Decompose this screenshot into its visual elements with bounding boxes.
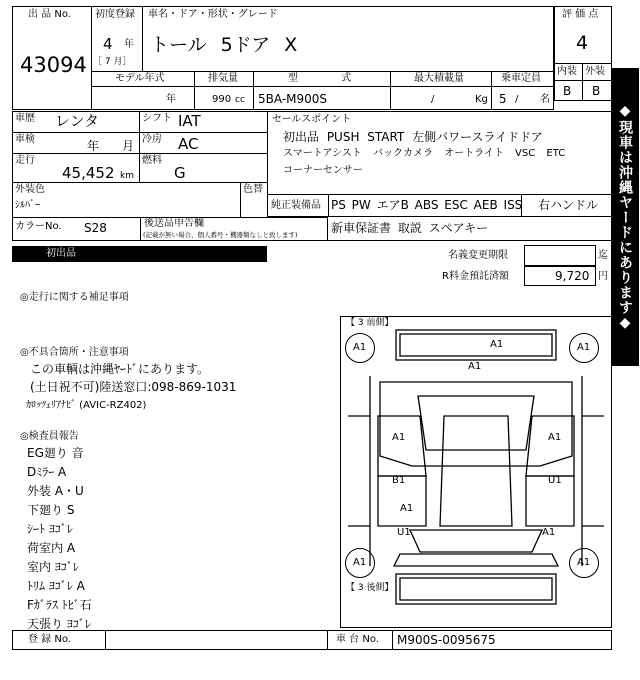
diagram-rear-label: 【 3 前側】 bbox=[346, 318, 394, 328]
sales-points-line1: 初出品 PUSH START 左側パワースライドドア bbox=[283, 130, 543, 144]
damage-mark: A1 bbox=[542, 527, 556, 538]
sales-points-line2: スマートアシスト バックカメラ オートライト VSC ETC bbox=[283, 148, 566, 159]
shift-label: シフト bbox=[142, 113, 172, 124]
capacity-label: 乗車定員 bbox=[501, 73, 541, 84]
ac-value: AC bbox=[178, 135, 199, 153]
reg-no-value-cell bbox=[105, 630, 328, 650]
color-no-label: カラーNo. bbox=[15, 221, 62, 232]
exterior-color-value: ｼﾙﾊﾞｰ bbox=[15, 200, 40, 211]
max-load-slash: / bbox=[431, 94, 435, 105]
name-change-label: 名義変更期限 bbox=[448, 250, 508, 261]
damage-mark: A1 bbox=[400, 503, 414, 514]
color-no-value: S28 bbox=[84, 221, 107, 235]
diagram-front-label: 【 3 後側】 bbox=[346, 583, 394, 593]
damage-mark: A1 bbox=[353, 557, 367, 568]
damage-mark: A1 bbox=[490, 339, 504, 350]
defect-line-2: (土日祝不可)陸送窓口:098-869-1031 bbox=[30, 380, 237, 394]
inspector-line: Dﾐﾗｰ A bbox=[27, 465, 67, 479]
history-label: 車歴 bbox=[15, 113, 35, 124]
model-name-label: 車名・ドア・形状・グレード bbox=[148, 9, 278, 20]
displacement-label: 排気量 bbox=[208, 73, 238, 84]
mileage-value: 45,452 bbox=[62, 164, 115, 182]
name-change-box bbox=[524, 245, 596, 266]
inspector-line: 室内 ﾖｺﾞﾚ bbox=[27, 560, 79, 574]
inspector-line: EG廻り 音 bbox=[27, 446, 84, 460]
damage-mark: A1 bbox=[577, 342, 591, 353]
exterior-grade-label: 外装 bbox=[585, 66, 605, 77]
reg-no-label: 登 録 No. bbox=[28, 634, 71, 645]
recycle-fee-value: 9,720 bbox=[555, 269, 590, 283]
damage-mark: A1 bbox=[468, 361, 482, 372]
first-registration-label: 初度登録 bbox=[95, 9, 135, 20]
inspection-label: 車検 bbox=[15, 134, 35, 145]
damage-mark: A1 bbox=[548, 432, 562, 443]
mileage-label: 走行 bbox=[15, 155, 35, 166]
model-year-label: モデル年式 bbox=[115, 73, 165, 84]
color-change-label: 色替 bbox=[243, 184, 263, 195]
displacement-unit: cc bbox=[235, 95, 245, 105]
sales-points-line3: コーナーセンサー bbox=[283, 165, 363, 176]
damage-mark: U1 bbox=[397, 527, 411, 538]
damage-mark: A1 bbox=[577, 557, 591, 568]
registration-month: ［ 7 月］ bbox=[93, 57, 132, 67]
exterior-color-cell bbox=[12, 182, 241, 218]
ac-label: 冷房 bbox=[142, 134, 162, 145]
defects-heading: ◎不具合箇所・注意事項 bbox=[20, 347, 129, 358]
first-listing-label: 初出品 bbox=[46, 248, 76, 259]
okinawa-yard-banner: ◆現車は沖縄ヤードにあります◆ bbox=[611, 68, 639, 366]
driving-notes-heading: ◎走行に関する補足事項 bbox=[20, 292, 129, 303]
mileage-unit: km bbox=[120, 171, 134, 181]
inspector-line: 天張り ﾖｺﾞﾚ bbox=[27, 617, 91, 631]
warranty-value: 新車保証書 取説 スペアキー bbox=[331, 221, 489, 235]
model-type: 5BA-M900S bbox=[258, 92, 328, 106]
interior-grade-label: 内装 bbox=[557, 66, 577, 77]
steering-value: 右ハンドル bbox=[538, 198, 599, 212]
lot-number: 43094 bbox=[20, 53, 87, 77]
defect-line-3: ｶﾛｯﾂｪﾘｱﾅﾋﾞ (AVIC-RZ402) bbox=[26, 400, 147, 411]
inspector-line: ﾄﾘﾑ ﾖｺﾞﾚ A bbox=[27, 579, 85, 593]
score-label: 評 価 点 bbox=[562, 9, 599, 20]
exterior-color-label: 外装色 bbox=[15, 184, 45, 195]
equipment-label: 純正装備品 bbox=[271, 200, 321, 211]
inspector-line: ｼｰﾄ ﾖｺﾞﾚ bbox=[27, 522, 73, 536]
model-name: トール 5ドア X bbox=[150, 34, 298, 56]
chassis-label: 車 台 No. bbox=[336, 634, 379, 645]
max-load-unit: Kg bbox=[475, 94, 488, 105]
recycle-fee-unit: 円 bbox=[598, 271, 608, 282]
capacity-slash: / bbox=[515, 94, 519, 105]
fuel-label: 燃料 bbox=[142, 155, 162, 166]
max-load-label: 最大積載量 bbox=[414, 73, 464, 84]
recycle-fee-label: R料金預託済額 bbox=[442, 271, 509, 282]
registration-year-unit: 年 bbox=[124, 39, 134, 50]
retrofit-note: (記載が無い場合、個人番号・機器類なしと致します) bbox=[143, 231, 298, 239]
damage-mark: A1 bbox=[392, 432, 406, 443]
inspector-line: 下廻り S bbox=[27, 503, 75, 517]
capacity-unit: 名 bbox=[540, 94, 550, 105]
inspector-line: 荷室内 A bbox=[27, 541, 76, 555]
shift-value: IAT bbox=[178, 112, 201, 130]
lot-number-label: 出 品 No. bbox=[28, 9, 71, 20]
chassis-number: M900S-0095675 bbox=[397, 633, 496, 647]
damage-mark: B1 bbox=[392, 475, 406, 486]
damage-mark: A1 bbox=[353, 342, 367, 353]
exterior-grade: B bbox=[592, 84, 601, 98]
equipment-items: PS PW エアB ABS ESC AEB ISS bbox=[331, 198, 523, 212]
interior-grade: B bbox=[563, 84, 572, 98]
sales-points-label: セールスポイント bbox=[272, 114, 352, 125]
history-value: レンタ bbox=[55, 112, 100, 130]
inspection-month: 月 bbox=[122, 139, 135, 153]
name-change-unit: 迄 bbox=[598, 250, 608, 261]
model-year-unit: 年 bbox=[166, 94, 176, 105]
capacity: 5 bbox=[499, 92, 507, 106]
displacement: 990 bbox=[212, 94, 232, 105]
score-value: 4 bbox=[576, 32, 589, 54]
fuel-value: G bbox=[174, 164, 186, 182]
inspector-line: Fｶﾞﾗｽ ﾄﾋﾞ石 bbox=[27, 598, 92, 612]
inspector-line: 外装 A・U bbox=[27, 484, 84, 498]
inspection-year: 年 bbox=[87, 139, 100, 153]
registration-year: 4 bbox=[103, 35, 113, 53]
damage-mark: U1 bbox=[548, 475, 562, 486]
type-label: 型 式 bbox=[288, 73, 352, 84]
inspector-heading: ◎検査員報告 bbox=[20, 431, 79, 442]
retrofit-label: 後送品申告欄 bbox=[144, 218, 204, 229]
defect-line-1: この車輌は沖縄ﾔｰﾄﾞにあります。 bbox=[30, 362, 210, 376]
